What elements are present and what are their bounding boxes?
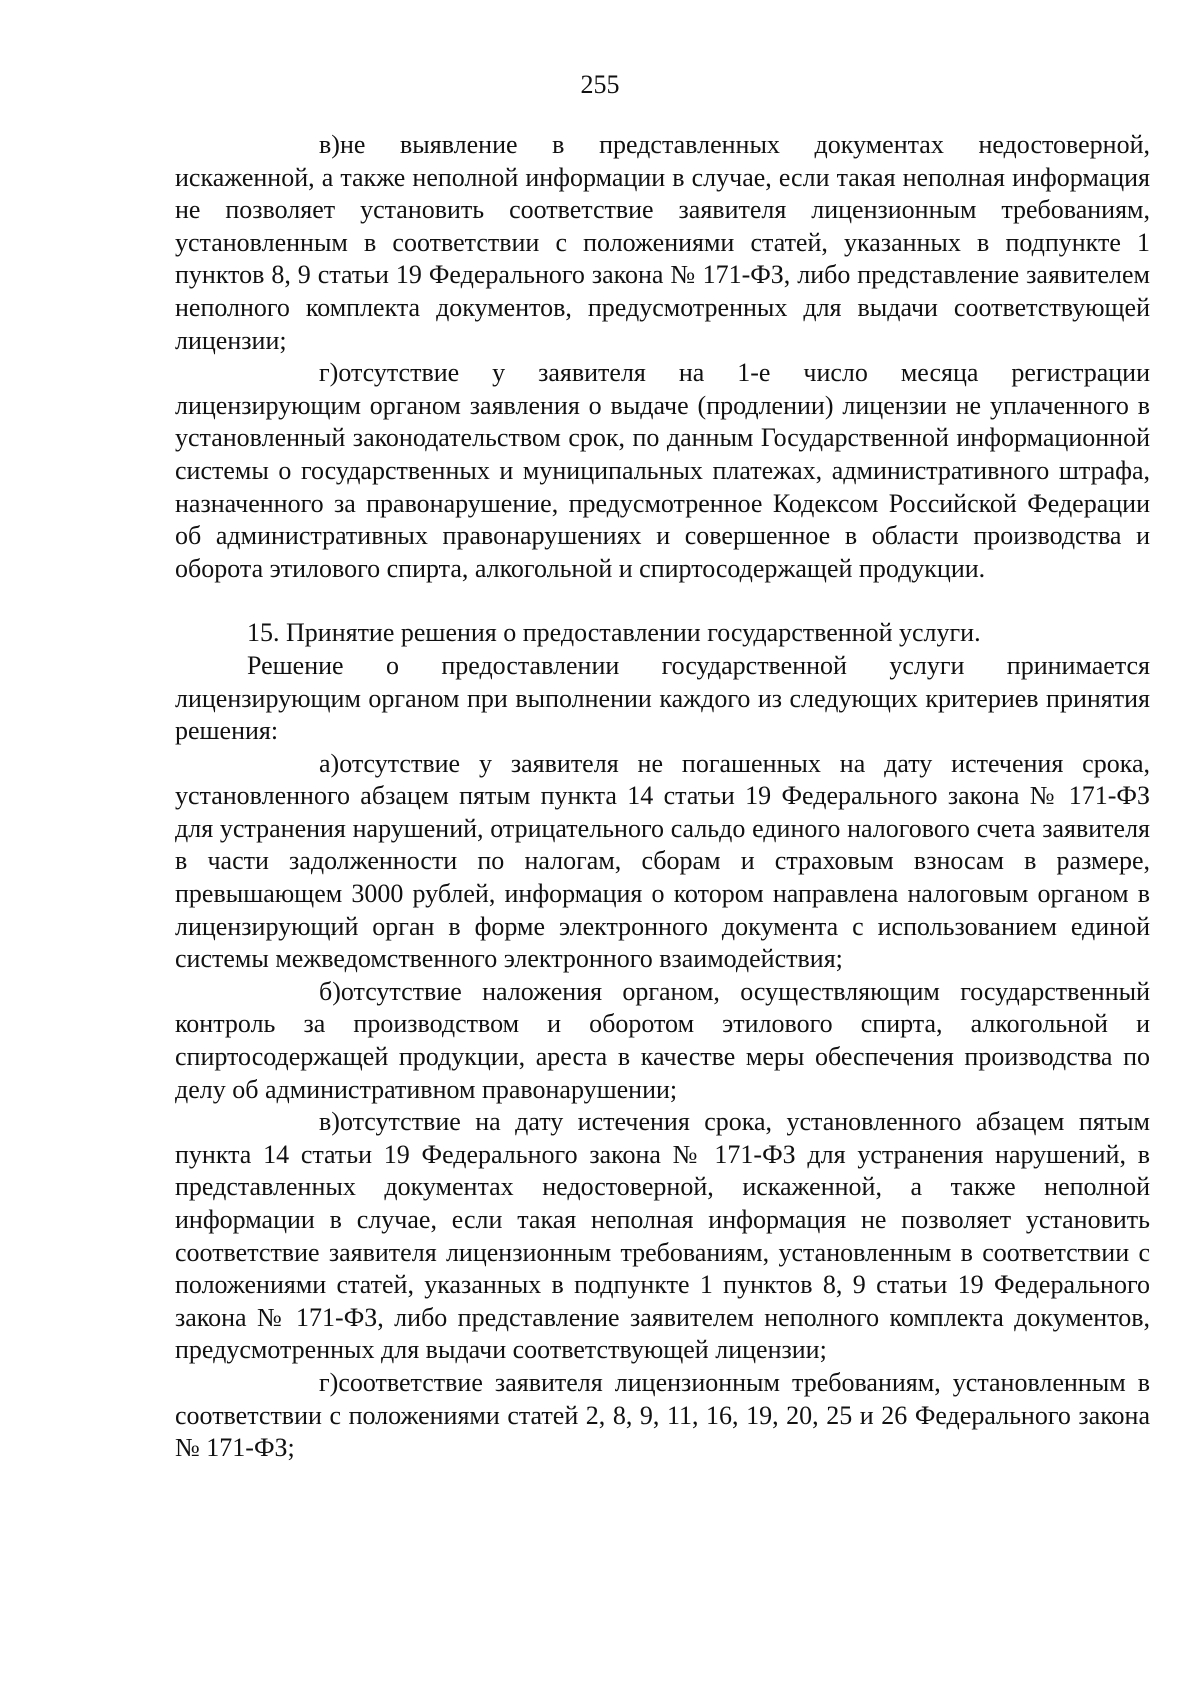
list-item-text: отсутствие у заявителя на 1-е число месяца регистрации лицензирующим органом заявления о выдаче (продлении) лицензии не уплаченного в установленный законодательством срок, по данным Государственной информационной системы о государственных и муниципальных платежах, административного штрафа, назначенного за правонарушение, предусмотренное Кодексом Российской Федерации об административных правонарушениях и совершенное в области производства и оборота этилового спирта, алкогольной и спиртосодержащей продукции. [175, 358, 1150, 583]
list-item-text: не выявление в представленных документах недостоверной, искаженной, а также неполной информации в случае, если такая неполная информация не позволяет установить соответствие заявителя лицензионным требованиям, установленным в соответствии с положениями статей, указанных в подпункте 1 пунктов 8, 9 статьи 19 Федерального закона № 171-ФЗ, либо представление заявителем неполного комплекта документов, предусмотренных для выдачи соответствующей лицензии; [175, 130, 1150, 355]
criterion-text: отсутствие у заявителя не погашенных на дату истечения срока, установленного абзацем пятым пункта 14 статьи 19 Федерального закона № 171-ФЗ для устранения нарушений, отрицательного сальдо единого налогового счета заявителя в части задолженности по налогам, сборам и страховым взносам в размере, превышающем 3000 рублей, информация о котором направлена налоговым органом в лицензирующий орган в форме электронного документа с использованием единой системы межведомственного электронного взаимодействия; [175, 748, 1150, 974]
list-item-g [175, 357, 1150, 585]
document-body [175, 129, 1150, 1465]
criterion-marker: г) [319, 1367, 339, 1397]
criterion-text: отсутствие наложения органом, осуществляющим государственный контроль за производством и оборотом этилового спирта, алкогольной и спиртосодержащей продукции, ареста в качестве меры обеспечения производства по делу об административном правонарушении; [175, 976, 1150, 1104]
criterion-a [175, 748, 1150, 976]
list-item-marker: в) [319, 130, 340, 159]
criterion-marker: б) [319, 976, 341, 1006]
section-heading: 15. Принятие решения о предоставлении государственной услуги. [247, 618, 981, 648]
criterion-marker: а) [319, 748, 340, 778]
list-item-marker: г) [319, 358, 339, 388]
criterion-g [175, 1367, 1150, 1465]
page-number: 255 [580, 70, 620, 99]
section-intro: Решение о предоставлении государственной услуги принимается лицензирующим органом при выполнении каждого из следующих критериев принятия решения: [175, 650, 1150, 746]
list-item-v [175, 129, 1150, 357]
criterion-marker: в) [319, 1107, 340, 1137]
criterion-text: отсутствие на дату истечения срока, установленного абзацем пятым пункта 14 статьи 19 Федерального закона № 171-ФЗ для устранения нарушений, в представленных документах недостоверной, искаженной, а также неполной информации в случае, если такая неполная информация не позволяет установить соответствие заявителя лицензионным требованиям, установленным в соответствии с положениями статей, указанных в подпункте 1 пунктов 8, 9 статьи 19 Федерального закона № 171-ФЗ, либо представление заявителем неполного комплекта документов, предусмотренных для выдачи соответствующей лицензии; [175, 1107, 1150, 1365]
criterion-text: соответствие заявителя лицензионным требованиям, установленным в соответствии с положениями статей 2, 8, 9, 11, 16, 19, 20, 25 и 26 Федерального закона № 171-ФЗ; [175, 1367, 1150, 1463]
criterion-b [175, 976, 1150, 1106]
criterion-v [175, 1106, 1150, 1367]
